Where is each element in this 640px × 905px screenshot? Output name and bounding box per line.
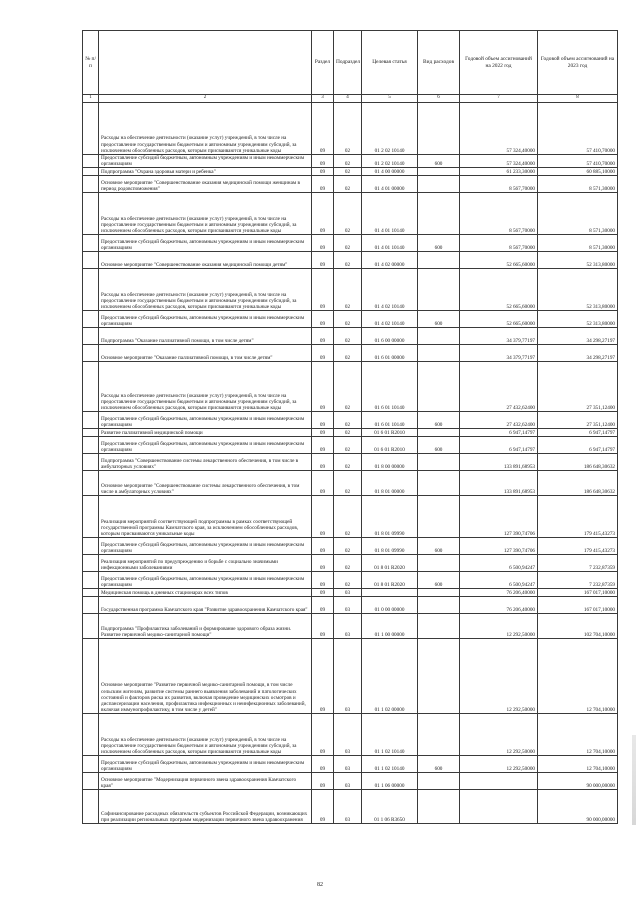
row-name-cell: Подпрограмма "Профилактика заболеваний и формирование здорового образа жизни. Развитие первичной медико-санитарной помощи" (99, 614, 312, 639)
budget-table (82, 30, 618, 824)
row-vr-cell (418, 168, 460, 176)
row-vr-cell: 600 (418, 412, 460, 429)
row-name-cell: Предоставление субсидий бюджетным, автономным учреждениям и иным некоммерческим организациям (99, 538, 312, 555)
row-razdel-cell: 09 (312, 589, 334, 597)
row-name-cell: Государственная программа Камчатского края "Развитие здравоохранения Камчатского края" (99, 597, 312, 614)
row-razdel-cell: 09 (312, 269, 334, 311)
row-2023-cell: 8 571,30000 (538, 193, 618, 235)
header-podrazdel: Подраздел (334, 31, 362, 95)
row-name-cell: Медицинская помощь в дневных стационарах всех типов (99, 589, 312, 597)
table-row (83, 714, 618, 756)
row-vr-cell (418, 269, 460, 311)
row-vr-cell (418, 193, 460, 235)
row-vr-cell: 600 (418, 235, 460, 252)
row-2022-cell: 8 567,70000 (460, 235, 538, 252)
budget-table-page (82, 30, 617, 824)
row-podrazdel-cell: 02 (334, 412, 362, 429)
row-name-cell: Подпрограмма "Охрана здоровья матери и ребенка" (99, 168, 312, 176)
row-podrazdel-cell: 03 (334, 790, 362, 824)
row-2022-cell: 8 567,70000 (460, 193, 538, 235)
row-num-cell (83, 756, 99, 773)
row-csr-cell: 01 6 01 00000 (362, 345, 418, 362)
row-podrazdel-cell: 03 (334, 589, 362, 597)
table-row (83, 235, 618, 252)
row-num-cell (83, 714, 99, 756)
table-row (83, 614, 618, 639)
row-csr-cell: 01 4 02 10140 (362, 311, 418, 328)
row-csr-cell: 01 1 06 R3650 (362, 790, 418, 824)
row-razdel-cell: 09 (312, 572, 334, 589)
row-podrazdel-cell: 02 (334, 235, 362, 252)
table-row (83, 639, 618, 714)
header-name (99, 31, 312, 95)
row-2022-cell: 76 206,40000 (460, 597, 538, 614)
row-num-cell (83, 496, 99, 538)
row-vr-cell (418, 362, 460, 412)
row-2023-cell: 90 000,00000 (538, 790, 618, 824)
scan-edge-mark (632, 735, 636, 825)
page-number: 82 (317, 882, 323, 888)
column-number: 4 (334, 95, 362, 103)
row-vr-cell (418, 471, 460, 496)
table-header-row (83, 31, 618, 95)
header-2023: Годовой объем ассигнований на 2023 год (538, 31, 618, 95)
row-2023-cell: 60 885,10000 (538, 168, 618, 176)
table-body (83, 103, 618, 824)
row-num-cell (83, 538, 99, 555)
row-2022-cell (460, 773, 538, 790)
table-row (83, 429, 618, 437)
row-name-cell: Софинансирование расходных обязательств субъектов Российской Федерации, возникающих при реализации региональных программ модернизации первичного звена здравоохранения (99, 790, 312, 824)
row-2022-cell: 57 324,40000 (460, 103, 538, 155)
row-vr-cell: 600 (418, 538, 460, 555)
row-csr-cell: 01 6 01 10140 (362, 412, 418, 429)
row-csr-cell: 01 4 01 10140 (362, 193, 418, 235)
row-2023-cell: 12 704,10000 (538, 756, 618, 773)
row-num-cell (83, 362, 99, 412)
row-csr-cell: 01 6 01 R2010 (362, 437, 418, 454)
table-row (83, 252, 618, 269)
row-num-cell (83, 311, 99, 328)
row-razdel-cell: 09 (312, 328, 334, 345)
row-name-cell: Подпрограмма "Оказание паллиативной помощи, в том числе детям" (99, 328, 312, 345)
table-row (83, 176, 618, 193)
row-num-cell (83, 328, 99, 345)
row-name-cell: Расходы на обеспечение деятельности (оказание услуг) учреждений, в том числе на предоставление государственным бюджетным и автономным учреждениям субсидий, за исключением обособленных расходов, которым присваиваются уникальные коды (99, 714, 312, 756)
row-razdel-cell: 09 (312, 103, 334, 155)
row-name-cell: Основное мероприятие "Совершенствование системы лекарственного обеспечения, в том числе в амбулаторных условиях" (99, 471, 312, 496)
row-2023-cell: 186 648,30632 (538, 471, 618, 496)
row-csr-cell: 01 4 00 00000 (362, 168, 418, 176)
row-2023-cell: 179 415,43273 (538, 496, 618, 538)
row-razdel-cell: 09 (312, 773, 334, 790)
row-2022-cell: 12 292,50000 (460, 614, 538, 639)
row-csr-cell: 01 1 02 10140 (362, 756, 418, 773)
row-2023-cell: 8 571,30000 (538, 235, 618, 252)
row-2023-cell: 12 704,10000 (538, 714, 618, 756)
row-num-cell (83, 471, 99, 496)
row-2022-cell: 127 390,74706 (460, 538, 538, 555)
row-name-cell: Основное мероприятие "Совершенствование оказания медицинской помощи детям" (99, 252, 312, 269)
row-podrazdel-cell: 02 (334, 496, 362, 538)
row-name-cell: Предоставление субсидий бюджетным, автономным учреждениям и иным некоммерческим организациям (99, 155, 312, 168)
row-2023-cell: 34 298,27197 (538, 328, 618, 345)
row-2022-cell: 6 947,14797 (460, 429, 538, 437)
column-number: 5 (362, 95, 418, 103)
table-row (83, 155, 618, 168)
row-vr-cell (418, 429, 460, 437)
column-number: 2 (99, 95, 312, 103)
row-name-cell: Предоставление субсидий бюджетным, автономным учреждениям и иным некоммерческим организациям (99, 412, 312, 429)
table-row (83, 269, 618, 311)
row-vr-cell: 600 (418, 572, 460, 589)
row-2022-cell: 12 292,50000 (460, 756, 538, 773)
row-razdel-cell: 09 (312, 614, 334, 639)
row-podrazdel-cell: 02 (334, 193, 362, 235)
row-razdel-cell: 09 (312, 496, 334, 538)
table-row (83, 345, 618, 362)
table-row (83, 471, 618, 496)
row-csr-cell: 01 6 01 R2010 (362, 429, 418, 437)
header-csr: Целевая статья (362, 31, 418, 95)
row-razdel-cell: 09 (312, 597, 334, 614)
row-2023-cell: 90 000,00000 (538, 773, 618, 790)
table-row (83, 589, 618, 597)
row-razdel-cell: 09 (312, 437, 334, 454)
row-num-cell (83, 193, 99, 235)
row-2023-cell: 7 232,87359 (538, 555, 618, 572)
row-podrazdel-cell: 03 (334, 614, 362, 639)
row-2022-cell: 27 432,62400 (460, 412, 538, 429)
row-vr-cell (418, 103, 460, 155)
row-2022-cell: 127 390,74706 (460, 496, 538, 538)
row-name-cell: Предоставление субсидий бюджетным, автономным учреждениям и иным некоммерческим организациям (99, 756, 312, 773)
row-2023-cell: 12 704,10000 (538, 639, 618, 714)
row-razdel-cell: 09 (312, 155, 334, 168)
row-vr-cell (418, 176, 460, 193)
row-num-cell (83, 412, 99, 429)
row-name-cell: Расходы на обеспечение деятельности (оказание услуг) учреждений, в том числе на предоставление государственным бюджетным и автономным учреждениям субсидий, за исключением обособленных расходов, которым присваиваются уникальные коды (99, 103, 312, 155)
row-csr-cell: 01 1 06 00000 (362, 773, 418, 790)
row-num-cell (83, 429, 99, 437)
row-podrazdel-cell: 02 (334, 362, 362, 412)
row-2022-cell: 133 891,68953 (460, 454, 538, 471)
row-vr-cell (418, 555, 460, 572)
row-podrazdel-cell: 02 (334, 168, 362, 176)
row-podrazdel-cell: 02 (334, 269, 362, 311)
row-name-cell: Предоставление субсидий бюджетным, автономным учреждениям и иным некоммерческим организациям (99, 572, 312, 589)
row-razdel-cell: 09 (312, 235, 334, 252)
row-name-cell: Основное мероприятие "Совершенствование оказания медицинской помощи женщинам в период родовспоможения" (99, 176, 312, 193)
row-2023-cell: 8 571,30000 (538, 176, 618, 193)
row-num-cell (83, 176, 99, 193)
row-razdel-cell: 09 (312, 756, 334, 773)
row-2023-cell: 6 947,14797 (538, 437, 618, 454)
row-name-cell: Реализация мероприятий по предупреждению и борьбе с социально значимыми инфекционными заболеваниями (99, 555, 312, 572)
row-num-cell (83, 235, 99, 252)
table-row (83, 362, 618, 412)
table-row (83, 538, 618, 555)
row-2022-cell: 52 665,60000 (460, 252, 538, 269)
row-vr-cell (418, 773, 460, 790)
header-2022: Годовой объем ассигнований на 2022 год (460, 31, 538, 95)
row-razdel-cell: 09 (312, 168, 334, 176)
row-razdel-cell: 09 (312, 454, 334, 471)
row-razdel-cell: 09 (312, 176, 334, 193)
row-csr-cell: 01 2 02 10140 (362, 155, 418, 168)
row-vr-cell (418, 714, 460, 756)
column-number: 6 (418, 95, 460, 103)
row-2022-cell: 8 567,70000 (460, 176, 538, 193)
row-razdel-cell: 09 (312, 538, 334, 555)
row-csr-cell: 01 0 00 00000 (362, 597, 418, 614)
row-name-cell: Основное мероприятие "Развитие первичной медико-санитарной помощи, в том числе сельским жителям, развитие системы раннего выявления заболеваний и патологических состояний и факторов риска их развития, включая проведение медицинских осмотров и диспансеризации населения, профилактика инфекционных и неинфекционных заболеваний, включая иммунопрофилактику, в том числе у детей" (99, 639, 312, 714)
table-row (83, 412, 618, 429)
row-csr-cell: 01 1 02 10140 (362, 714, 418, 756)
row-name-cell: Предоставление субсидий бюджетным, автономным учреждениям и иным некоммерческим организациям (99, 235, 312, 252)
row-2022-cell: 52 665,60000 (460, 311, 538, 328)
row-name-cell: Основное мероприятие "Модернизация первичного звена здравоохранения Камчатского края" (99, 773, 312, 790)
row-csr-cell: 01 8 00 00000 (362, 454, 418, 471)
row-2022-cell: 133 891,68953 (460, 471, 538, 496)
column-number: 3 (312, 95, 334, 103)
row-2023-cell: 27 351,12400 (538, 412, 618, 429)
row-podrazdel-cell: 02 (334, 454, 362, 471)
row-podrazdel-cell: 03 (334, 639, 362, 714)
row-num-cell (83, 790, 99, 824)
row-vr-cell: 600 (418, 437, 460, 454)
row-podrazdel-cell: 02 (334, 538, 362, 555)
row-podrazdel-cell: 02 (334, 429, 362, 437)
row-csr-cell: 01 6 00 00000 (362, 328, 418, 345)
row-2022-cell: 34 379,77197 (460, 328, 538, 345)
row-razdel-cell: 09 (312, 471, 334, 496)
table-row (83, 790, 618, 824)
row-num-cell (83, 614, 99, 639)
row-2023-cell: 57 410,70000 (538, 155, 618, 168)
table-row (83, 328, 618, 345)
row-razdel-cell: 09 (312, 714, 334, 756)
row-vr-cell (418, 790, 460, 824)
row-num-cell (83, 454, 99, 471)
row-podrazdel-cell: 02 (334, 437, 362, 454)
row-name-cell: Расходы на обеспечение деятельности (оказание услуг) учреждений, в том числе на предоставление государственным бюджетным и автономным учреждениям субсидий, за исключением обособленных расходов, которым присваиваются уникальные коды (99, 193, 312, 235)
row-2022-cell: 12 292,50000 (460, 639, 538, 714)
row-podrazdel-cell: 02 (334, 555, 362, 572)
row-num-cell (83, 155, 99, 168)
row-2022-cell: 27 432,62400 (460, 362, 538, 412)
row-num-cell (83, 597, 99, 614)
row-vr-cell (418, 597, 460, 614)
row-2023-cell: 102 704,10000 (538, 614, 618, 639)
row-num-cell (83, 773, 99, 790)
row-podrazdel-cell: 02 (334, 572, 362, 589)
row-name-cell: Предоставление субсидий бюджетным, автономным учреждениям и иным некоммерческим организациям (99, 437, 312, 454)
table-row (83, 168, 618, 176)
table-row (83, 773, 618, 790)
row-csr-cell: 01 6 01 10140 (362, 362, 418, 412)
row-podrazdel-cell: 03 (334, 714, 362, 756)
column-number-row (83, 95, 618, 103)
row-vr-cell: 600 (418, 311, 460, 328)
table-row (83, 103, 618, 155)
row-podrazdel-cell: 02 (334, 471, 362, 496)
row-2022-cell: 76 206,40000 (460, 589, 538, 597)
table-row (83, 193, 618, 235)
row-podrazdel-cell: 03 (334, 773, 362, 790)
row-csr-cell: 01 4 01 10140 (362, 235, 418, 252)
row-razdel-cell: 09 (312, 193, 334, 235)
row-csr-cell: 01 1 00 00000 (362, 614, 418, 639)
row-2023-cell: 6 947,14797 (538, 429, 618, 437)
header-razdel: Раздел (312, 31, 334, 95)
row-csr-cell: 01 4 02 00000 (362, 252, 418, 269)
row-razdel-cell: 09 (312, 252, 334, 269)
row-2023-cell: 7 232,87359 (538, 572, 618, 589)
row-num-cell (83, 572, 99, 589)
row-podrazdel-cell: 02 (334, 252, 362, 269)
row-2023-cell: 34 298,27197 (538, 345, 618, 362)
row-2022-cell: 6 500,94247 (460, 555, 538, 572)
row-podrazdel-cell: 02 (334, 328, 362, 345)
column-number: 7 (460, 95, 538, 103)
row-podrazdel-cell: 02 (334, 311, 362, 328)
row-podrazdel-cell: 03 (334, 597, 362, 614)
row-name-cell: Предоставление субсидий бюджетным, автономным учреждениям и иным некоммерческим организациям (99, 311, 312, 328)
row-vr-cell: 600 (418, 155, 460, 168)
row-podrazdel-cell: 02 (334, 176, 362, 193)
row-csr-cell (362, 589, 418, 597)
row-2022-cell: 61 233,30000 (460, 168, 538, 176)
row-2022-cell (460, 790, 538, 824)
row-num-cell (83, 555, 99, 572)
row-razdel-cell: 09 (312, 311, 334, 328)
row-num-cell (83, 168, 99, 176)
row-csr-cell: 01 8 01 R2020 (362, 555, 418, 572)
row-podrazdel-cell: 02 (334, 155, 362, 168)
table-row (83, 496, 618, 538)
row-2023-cell: 167 017,10000 (538, 589, 618, 597)
row-name-cell: Расходы на обеспечение деятельности (оказание услуг) учреждений, в том числе на предоставление государственным бюджетным и автономным учреждениям субсидий, за исключением обособленных расходов, которым присваиваются уникальные коды (99, 269, 312, 311)
table-row (83, 454, 618, 471)
row-razdel-cell: 09 (312, 412, 334, 429)
row-num-cell (83, 589, 99, 597)
table-row (83, 437, 618, 454)
row-num-cell (83, 437, 99, 454)
row-razdel-cell: 09 (312, 790, 334, 824)
row-vr-cell (418, 589, 460, 597)
row-name-cell: Развитие паллиативной медицинской помощи (99, 429, 312, 437)
table-row (83, 311, 618, 328)
row-razdel-cell: 09 (312, 362, 334, 412)
table-row (83, 572, 618, 589)
row-csr-cell: 01 2 02 10140 (362, 103, 418, 155)
column-number: 1 (83, 95, 99, 103)
row-csr-cell: 01 8 01 09990 (362, 496, 418, 538)
row-csr-cell: 01 8 01 00000 (362, 471, 418, 496)
row-name-cell: Реализация мероприятий соответствующей подпрограммы в рамках соответствующей государственной программы Камчатского края, за исключением обособленных расходов, которым присваиваются уникальные коды (99, 496, 312, 538)
row-2023-cell: 167 017,10000 (538, 597, 618, 614)
row-vr-cell: 600 (418, 756, 460, 773)
table-row (83, 756, 618, 773)
row-num-cell (83, 639, 99, 714)
row-csr-cell: 01 8 01 R2020 (362, 572, 418, 589)
row-razdel-cell: 09 (312, 345, 334, 362)
row-name-cell: Расходы на обеспечение деятельности (оказание услуг) учреждений, в том числе на предоставление государственным бюджетным и автономным учреждениям субсидий, за исключением обособленных расходов, которым присваиваются уникальные коды (99, 362, 312, 412)
row-2023-cell: 186 648,30632 (538, 454, 618, 471)
row-csr-cell: 01 4 01 00000 (362, 176, 418, 193)
row-vr-cell (418, 345, 460, 362)
row-2023-cell: 52 313,80000 (538, 311, 618, 328)
row-2023-cell: 179 415,43273 (538, 538, 618, 555)
row-2023-cell: 27 351,12400 (538, 362, 618, 412)
row-vr-cell (418, 328, 460, 345)
row-vr-cell (418, 496, 460, 538)
row-podrazdel-cell: 03 (334, 756, 362, 773)
row-podrazdel-cell: 02 (334, 103, 362, 155)
table-row (83, 555, 618, 572)
row-2022-cell: 57 324,40000 (460, 155, 538, 168)
row-num-cell (83, 252, 99, 269)
row-2022-cell: 12 292,50000 (460, 714, 538, 756)
row-2023-cell: 52 313,80000 (538, 269, 618, 311)
row-2022-cell: 34 379,77197 (460, 345, 538, 362)
header-num: № п/п (83, 31, 99, 95)
row-2022-cell: 52 665,60000 (460, 269, 538, 311)
row-csr-cell: 01 8 01 09990 (362, 538, 418, 555)
row-vr-cell (418, 252, 460, 269)
row-podrazdel-cell: 02 (334, 345, 362, 362)
row-num-cell (83, 269, 99, 311)
row-num-cell (83, 103, 99, 155)
table-row (83, 597, 618, 614)
column-number: 8 (538, 95, 618, 103)
row-2022-cell: 6 500,94247 (460, 572, 538, 589)
row-razdel-cell: 09 (312, 639, 334, 714)
row-num-cell (83, 345, 99, 362)
row-razdel-cell: 09 (312, 429, 334, 437)
row-vr-cell (418, 639, 460, 714)
row-name-cell: Подпрограмма "Совершенствование системы лекарственного обеспечения, в том числе в амбулаторных условиях" (99, 454, 312, 471)
row-2022-cell: 6 947,14797 (460, 437, 538, 454)
row-2023-cell: 52 313,80000 (538, 252, 618, 269)
row-csr-cell: 01 1 02 00000 (362, 639, 418, 714)
row-name-cell: Основное мероприятие "Оказание паллиативной помощи, в том числе детям" (99, 345, 312, 362)
row-vr-cell (418, 454, 460, 471)
row-2023-cell: 57 410,70000 (538, 103, 618, 155)
row-razdel-cell: 09 (312, 555, 334, 572)
header-vr: Вид расходов (418, 31, 460, 95)
row-csr-cell: 01 4 02 10140 (362, 269, 418, 311)
row-vr-cell (418, 614, 460, 639)
